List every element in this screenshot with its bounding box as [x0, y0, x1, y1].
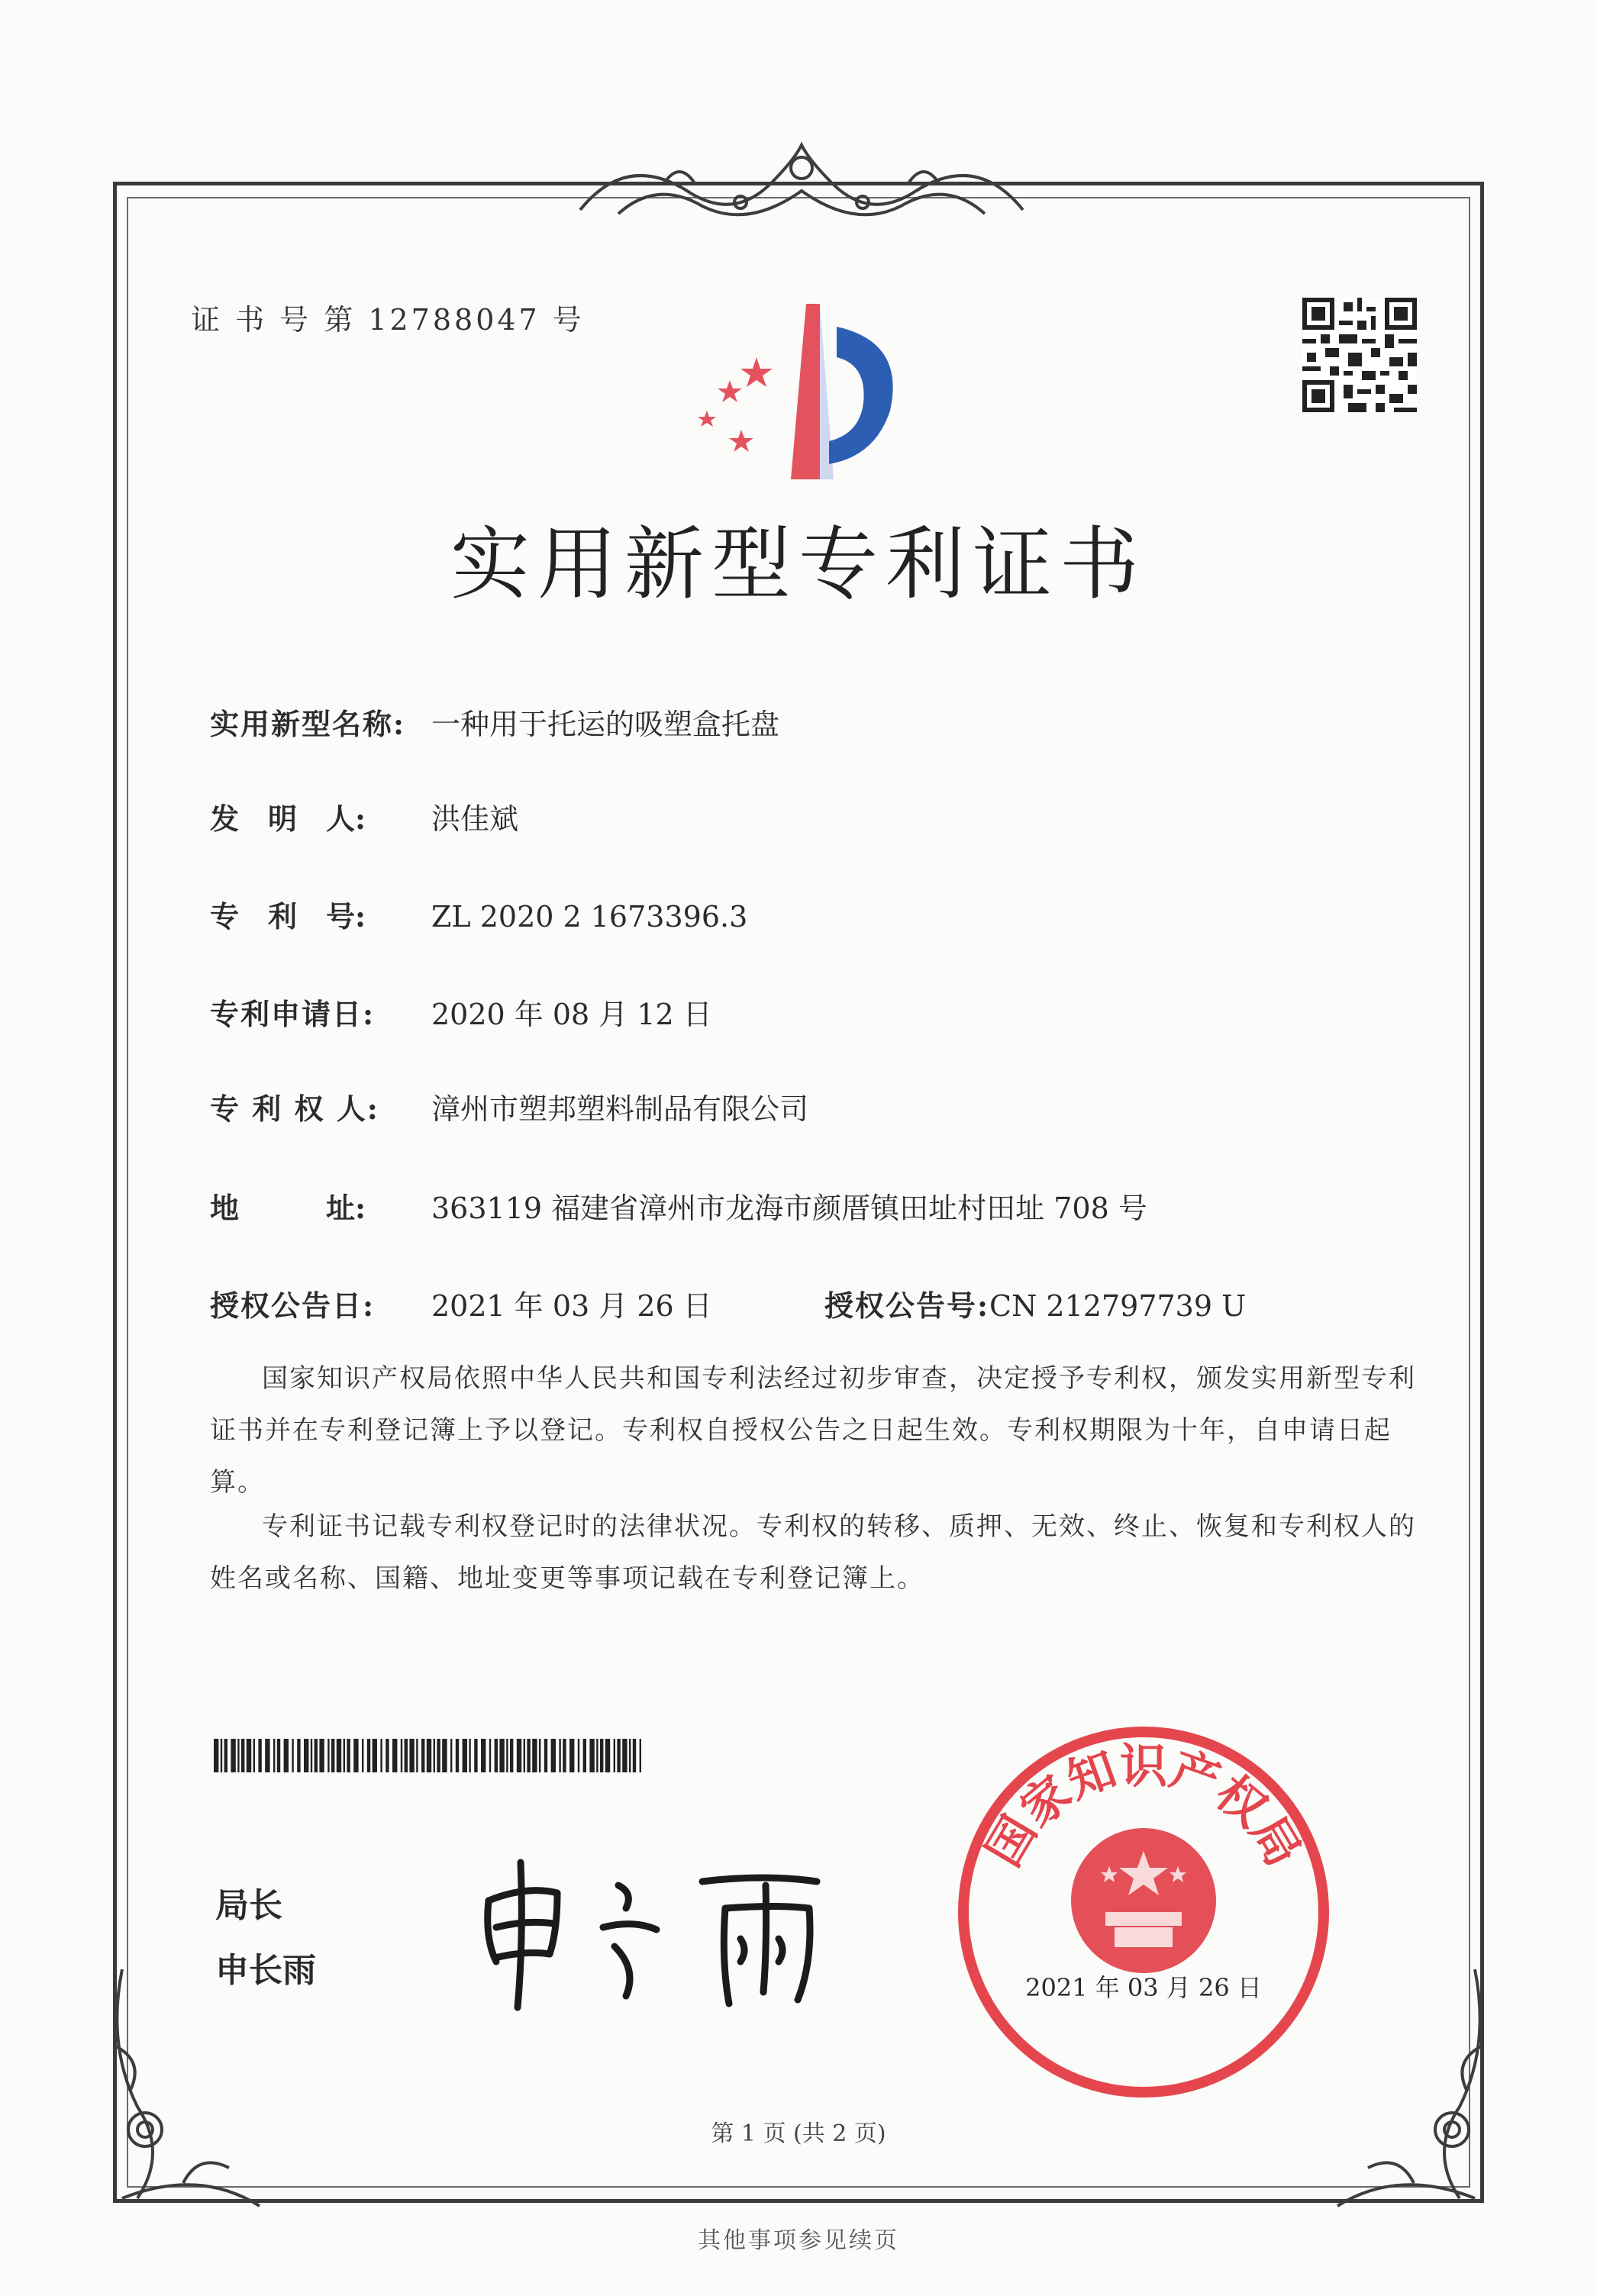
barcode-bar	[273, 1739, 275, 1772]
continuation-note: 其他事项参见续页	[698, 2227, 899, 2254]
barcode-bar	[297, 1739, 300, 1772]
barcode-bar	[583, 1739, 586, 1772]
barcode-bar	[481, 1739, 486, 1772]
barcode-bar	[224, 1739, 227, 1772]
barcode-bar	[327, 1739, 329, 1772]
barcode-bar	[362, 1739, 363, 1772]
barcode-bar	[367, 1739, 370, 1772]
barcode-bar	[347, 1739, 350, 1772]
field-utility-model-name	[210, 701, 779, 743]
barcode-bar	[373, 1739, 377, 1772]
barcode-bar	[214, 1739, 218, 1772]
barcode-bar	[614, 1739, 615, 1772]
field-grant-announcement-number	[824, 1282, 1246, 1324]
barcode-bar	[450, 1739, 452, 1772]
field-application-date	[210, 991, 712, 1033]
director-title: 局长	[215, 1886, 282, 1925]
barcode-bar	[499, 1739, 504, 1772]
field-value: 洪佳斌	[431, 802, 519, 836]
legal-paragraph-1: 国家知识产权局依照中华人民共和国专利法经过初步审查，决定授予专利权，颁发实用新型专利证书并在专利登记簿上予以登记。专利权自授权公告之日起生效。专利权期限为十年，自申请日起算。	[210, 1363, 1416, 1498]
barcode-bar	[589, 1739, 594, 1772]
field-label: 授权公告号:	[824, 1288, 990, 1323]
barcode-bar	[437, 1739, 440, 1772]
barcode-bar	[442, 1739, 447, 1772]
barcode-bar	[559, 1739, 560, 1772]
field-patent-number	[210, 893, 747, 935]
document-title: 实用新型专利证书	[450, 518, 1147, 611]
barcode-bar	[277, 1739, 280, 1772]
barcode-bar	[337, 1739, 341, 1772]
field-label: 发 明 人:	[210, 801, 366, 836]
barcode-bar	[416, 1739, 418, 1772]
barcode-bar	[463, 1739, 467, 1772]
barcode-bar	[311, 1739, 312, 1772]
barcode-bar	[605, 1739, 610, 1772]
seal-text: 国家知识产权局	[975, 1738, 1312, 1876]
barcode-bar	[221, 1739, 222, 1772]
legal-paragraph-2: 专利证书记载专利权登记时的法律状况。专利权的转移、质押、无效、终止、恢复和专利权人的姓名或名称、国籍、地址变更等事项记载在专利登记簿上。	[210, 1511, 1416, 1594]
barcode-bar	[258, 1739, 261, 1772]
corner-ornament-bottom-right-icon	[1307, 1954, 1505, 2229]
barcode-bar	[469, 1739, 470, 1772]
barcode-bar	[386, 1739, 389, 1772]
barcode-bar	[315, 1739, 318, 1772]
field-grant-announcement-date	[210, 1282, 712, 1324]
director-name: 申长雨	[215, 1951, 316, 1990]
barcode-bar	[578, 1739, 579, 1772]
barcode-bar	[596, 1739, 598, 1772]
field-inventor	[210, 795, 518, 837]
barcode-bar	[600, 1739, 603, 1772]
director-signature-icon	[473, 1847, 840, 2015]
barcode-bar	[495, 1739, 498, 1772]
barcode-bar	[563, 1739, 566, 1772]
barcode-bar	[527, 1739, 530, 1772]
barcode-bar	[456, 1739, 459, 1772]
barcode-bar	[569, 1739, 574, 1772]
barcode-bar	[427, 1739, 431, 1772]
field-value: 一种用于托运的吸塑盒托盘	[431, 708, 780, 741]
field-value: 2021 年 03 月 26 日	[431, 1289, 712, 1323]
field-value: 漳州市塑邦塑料制品有限公司	[431, 1092, 809, 1126]
barcode-bar	[434, 1739, 435, 1772]
field-label: 专利申请日:	[210, 997, 376, 1031]
barcode-bar	[231, 1739, 235, 1772]
barcode-bar	[292, 1739, 293, 1772]
barcode-bar	[640, 1739, 641, 1772]
official-seal-icon	[953, 1721, 1334, 2103]
barcode-bar	[532, 1739, 537, 1772]
field-label: 实用新型名称:	[210, 707, 406, 741]
barcode-bar	[474, 1739, 477, 1772]
barcode-bar	[380, 1739, 382, 1772]
barcode-bar	[409, 1739, 414, 1772]
qr-code-icon	[1302, 298, 1417, 412]
barcode-bar	[622, 1739, 627, 1772]
barcode-bar	[506, 1739, 508, 1772]
barcode-bar	[629, 1739, 631, 1772]
barcode-bar	[265, 1739, 269, 1772]
certificate-number: 证 书 号 第 12788047 号	[191, 303, 585, 337]
barcode-bar	[253, 1739, 255, 1772]
field-patentee	[210, 1085, 808, 1127]
barcode-bar	[544, 1739, 547, 1772]
barcode-bar	[353, 1739, 358, 1772]
barcode-bar	[539, 1739, 540, 1772]
barcode-bar	[421, 1739, 424, 1772]
field-label: 授权公告日:	[210, 1288, 376, 1323]
field-label: 专 利 权 人:	[210, 1092, 379, 1126]
barcode-bar	[517, 1739, 521, 1772]
barcode-bar	[401, 1739, 402, 1772]
barcode-bar	[247, 1739, 251, 1772]
page-indicator: 第 1 页 (共 2 页)	[711, 2120, 886, 2147]
barcode-bar	[405, 1739, 408, 1772]
barcode-bar	[633, 1739, 636, 1772]
field-address	[210, 1185, 1147, 1227]
corner-ornament-bottom-left-icon	[92, 1954, 290, 2229]
seal-date: 2021 年 03 月 26 日	[1025, 1973, 1262, 2002]
top-ornament-icon	[573, 137, 1031, 237]
barcode-bar	[319, 1739, 324, 1772]
field-label: 地 址:	[210, 1191, 366, 1225]
field-value: 363119 福建省漳州市龙海市颜厝镇田址村田址 708 号	[431, 1192, 1147, 1225]
barcode-bar	[617, 1739, 620, 1772]
cnipa-logo-icon	[684, 296, 928, 487]
field-label: 专 利 号:	[210, 899, 366, 934]
field-value: CN 212797739 U	[989, 1289, 1247, 1323]
barcode-bar	[304, 1739, 308, 1772]
barcode-bar	[241, 1739, 244, 1772]
barcode-bar	[284, 1739, 289, 1772]
field-value: ZL 2020 2 1673396.3	[431, 900, 748, 934]
barcode-bar	[392, 1739, 397, 1772]
barcode-icon	[214, 1739, 641, 1772]
barcode-bar	[551, 1739, 556, 1772]
barcode-bar	[331, 1739, 334, 1772]
barcode-bar	[524, 1739, 525, 1772]
barcode-bar	[237, 1739, 239, 1772]
field-value: 2020 年 08 月 12 日	[431, 998, 712, 1031]
barcode-bar	[510, 1739, 513, 1772]
barcode-bar	[344, 1739, 345, 1772]
barcode-bar	[489, 1739, 491, 1772]
